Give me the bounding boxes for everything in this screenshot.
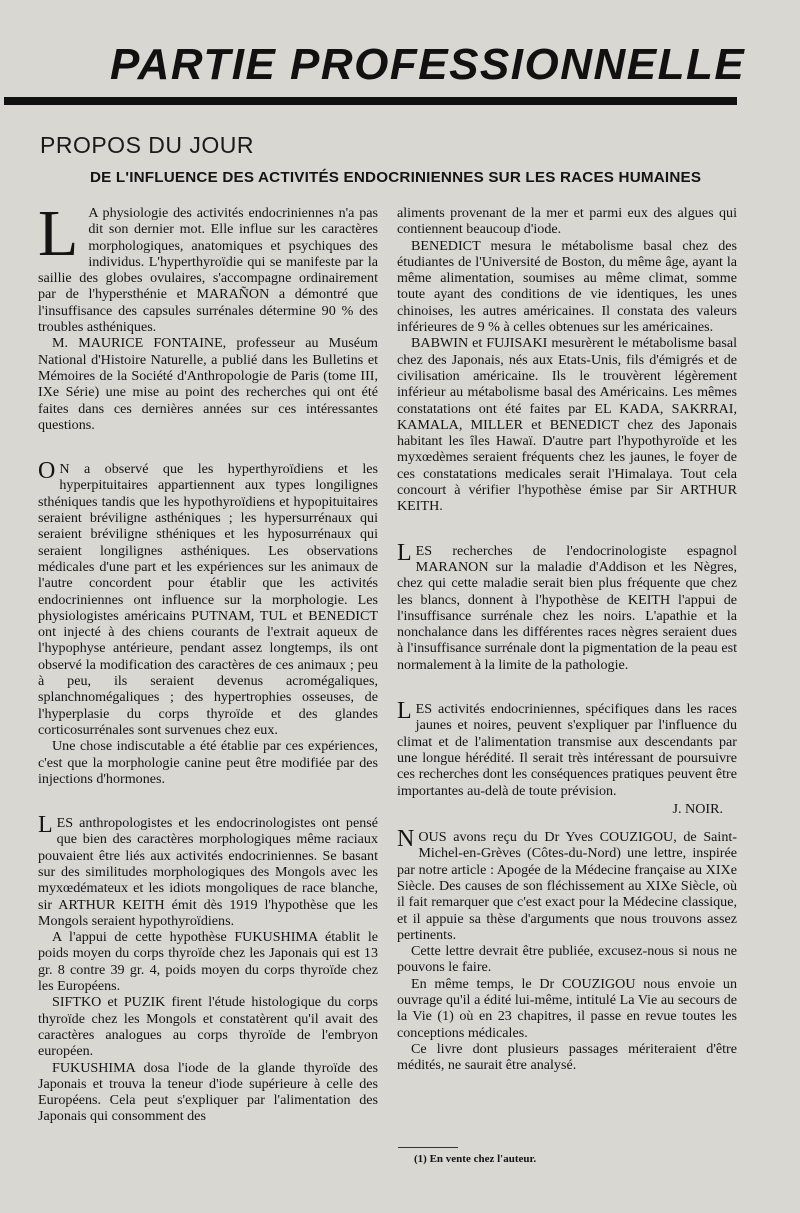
paragraph-text: ES anthropologistes et les endocrinologistes ont pensé que bien des caractères morphologiques même raciaux pouvaient être liés aux activités endocriniennes. Se basant sur des similitudes morphologiques des Mongols avec les myxœdémateux et les idiots mongoliques de race blanche, sir ARTHUR KEITH émit dès 1919 l'hypothèse que les Mongols seraient hypothyroïdiens. [38, 815, 378, 929]
paragraph: Ce livre dont plusieurs passages mériteraient d'être médités, ne saurait être analysé. [397, 1040, 737, 1074]
title-rule [4, 97, 737, 105]
paragraph-text: ES recherches de l'endocrinologiste espagnol MARANON sur la maladie d'Addison et les Nègres, chez qui cette maladie serait bien plus fréquente que chez les blancs, donnent à l'hypothèse de KEITH l'appui de l'insuffisance surrénale chez les noirs. L'apathie et la nonchalance dans les différentes races nègres seraient dues à l'insuffisance surrénale dont la pigmentation de la peau est normalement à la limite de la pathologie. [397, 542, 737, 673]
drop-cap: L [38, 197, 79, 270]
paragraph: A l'appui de cette hypothèse FUKUSHIMA établit le poids moyen du corps thyroïde chez les Japonais qui est 13 gr. 8 contre 39 gr. 4, poids moyen du corps thyroïde chez les Européens. [38, 929, 378, 995]
page-title: PARTIE PROFESSIONNELLE [110, 40, 746, 89]
paragraph: M. MAURICE FONTAINE, professeur au Muséum National d'Histoire Naturelle, a publié dans les Bulletins et Mémoires de la Société d'Anthropologie de Paris (tome III, IXe Série) une mise au point des recherches qui ont été faites dans ces dernières années sur ces intéressantes questions. [38, 335, 378, 433]
paragraph: BENEDICT mesura le métabolisme basal chez des étudiantes de l'Université de Boston, du même âge, ayant la même alimentation, soumises au même climat, somme toute ayant des conditions de vie identiques, les unes chinoises, les autres américaines. Il constata des valeurs inférieures de 9 % à celles obtenues sur les américaines. [397, 237, 737, 336]
paragraph: BABWIN et FUJISAKI mesurèrent le métabolisme basal chez des Japonais, nés aux Etats-Unis, fils d'émigrés et de civilisation américaine. Ils le trouvèrent légèrement inférieur au métabolisme basal des Américains. Les mêmes constatations ont été faites par EL KADA, SAKRRAI, KAMALA, MILLER et BENEDICT chez des Japonais habitant les îles Hawaï. D'autre part l'hypothyroïde et les myxœdèmes seraient fréquents chez les jaunes, le foyer de ces constatations medicales serait l'Himalaya. Tout cela concourt à vérifier l'hypothèse émise par Sir ARTHUR KEITH. [397, 335, 737, 515]
paragraph [38, 458, 378, 738]
paragraph-text: A physiologie des activités endocriniennes n'a pas dit son dernier mot. Elle influe sur les caractères morphologiques, anatomiques et psychiques des individus. L'hyperthyroïdie qui se manifeste par la saillie des globes ovulaires, s'accompagne ordinairement par de l'hypersthénie et MARAÑON a démontré que l'insuffisance des capsules surrénales détermine 90 % des troubles asthéniques. [38, 205, 378, 336]
paragraph: Cette lettre devrait être publiée, excusez-nous si nous ne pouvons le faire. [397, 943, 737, 976]
paragraph: aliments provenant de la mer et parmi eux des algues qui contiennent beaucoup d'iode. [397, 205, 737, 238]
right-column [397, 205, 737, 1074]
paragraph: SIFTKO et PUZIK firent l'étude histologique du corps thyroïde chez les Mongols et constatèrent qu'il avait des caractères analogues au corps thyroïde de l'embryon européen. [38, 994, 378, 1060]
paragraph: Une chose indiscutable a été établie par ces expériences, c'est que la morphologie canine peut être modifiée par des injections d'hormones. [38, 738, 378, 787]
paragraph-text: N a observé que les hyperthyroïdiens et les hyperpituitaires appartiennent aux types longilignes sthéniques tandis que les hypothyroïdiens et hypopituitaires seraient bréviligne asthéniques ; les hypersurrénaux qui seraient bréviligne sthéniques et les hyposurrénaux qui seraient longilignes asthéniques. Les observations médicales d'une part et les expériences sur les animaux de l'autre concordent pour établir que les activités endocriniennes ont influence sur la morphologie. Les physiologistes américains PUTNAM, TUL et BENEDICT ont injecté à des chiens courants de l'extrait aqueux de l'hypophyse antérieure, pendant assez longtemps, ils ont observé la modification des caractères de ces animaux ; peu à peu, ils seraient devenus acromégaliques, splanchnomégaliques ; des hypertrophies osseuses, de l'hyperplasie du corps thyroïde et des glandes corticosurrénales sont survenues chez eux. [38, 461, 378, 738]
drop-cap: L [397, 539, 412, 566]
drop-cap: O [38, 458, 56, 485]
footnote-rule [398, 1147, 458, 1148]
paragraph: En même temps, le Dr COUZIGOU nous envoie un ouvrage qu'il a édité lui-même, intitulé La Vie au secours de la Vie (1) où en 23 chapitres, il passe en revue toutes les conceptions médicales. [397, 975, 737, 1041]
paragraph [38, 812, 378, 929]
left-column [38, 197, 378, 1125]
paragraph [397, 826, 737, 943]
paragraph [397, 539, 737, 673]
drop-cap: L [397, 698, 412, 725]
author-signature: J. NOIR. [672, 800, 723, 817]
paragraph [397, 698, 737, 799]
section-heading: PROPOS DU JOUR [40, 132, 255, 158]
drop-cap: L [38, 812, 53, 839]
drop-cap: N [397, 826, 415, 853]
paragraph-text: ES activités endocriniennes, spécifiques dans les races jaunes et noires, peuvent s'expliquer par l'influence du climat et de l'alimentation transmise aux descendants par une longue hérédité. Il serait très intéressant de poursuivre ces recherches dont les conséquences pratiques peuvent être importantes au-delà de toute prévision. [397, 701, 737, 799]
paragraph-intro [38, 197, 378, 336]
footnote: (1) En vente chez l'auteur. [414, 1153, 537, 1165]
paragraph-text: OUS avons reçu du Dr Yves COUZIGOU, de Saint-Michel-en-Grèves (Côtes-du-Nord) une lettre, inspirée par notre article : Apogée de la Médecine française au XIXe Siècle. Des causes de son fléchissement au XIXe Siècle, où il fait remarquer que c'est exact pour la Médecine classique, et il appuie sa thèse d'arguments que nous trouvons assez pertinents. [397, 829, 737, 943]
paragraph: FUKUSHIMA dosa l'iode de la glande thyroïde des Japonais et trouva la teneur d'iode supérieure à celle des Européens. Cela peut s'expliquer par l'alimentation des Japonais qui consomment des [38, 1059, 378, 1125]
article-headline: DE L'INFLUENCE DES ACTIVITÉS ENDOCRINIENNES SUR LES RACES HUMAINES [90, 169, 702, 186]
